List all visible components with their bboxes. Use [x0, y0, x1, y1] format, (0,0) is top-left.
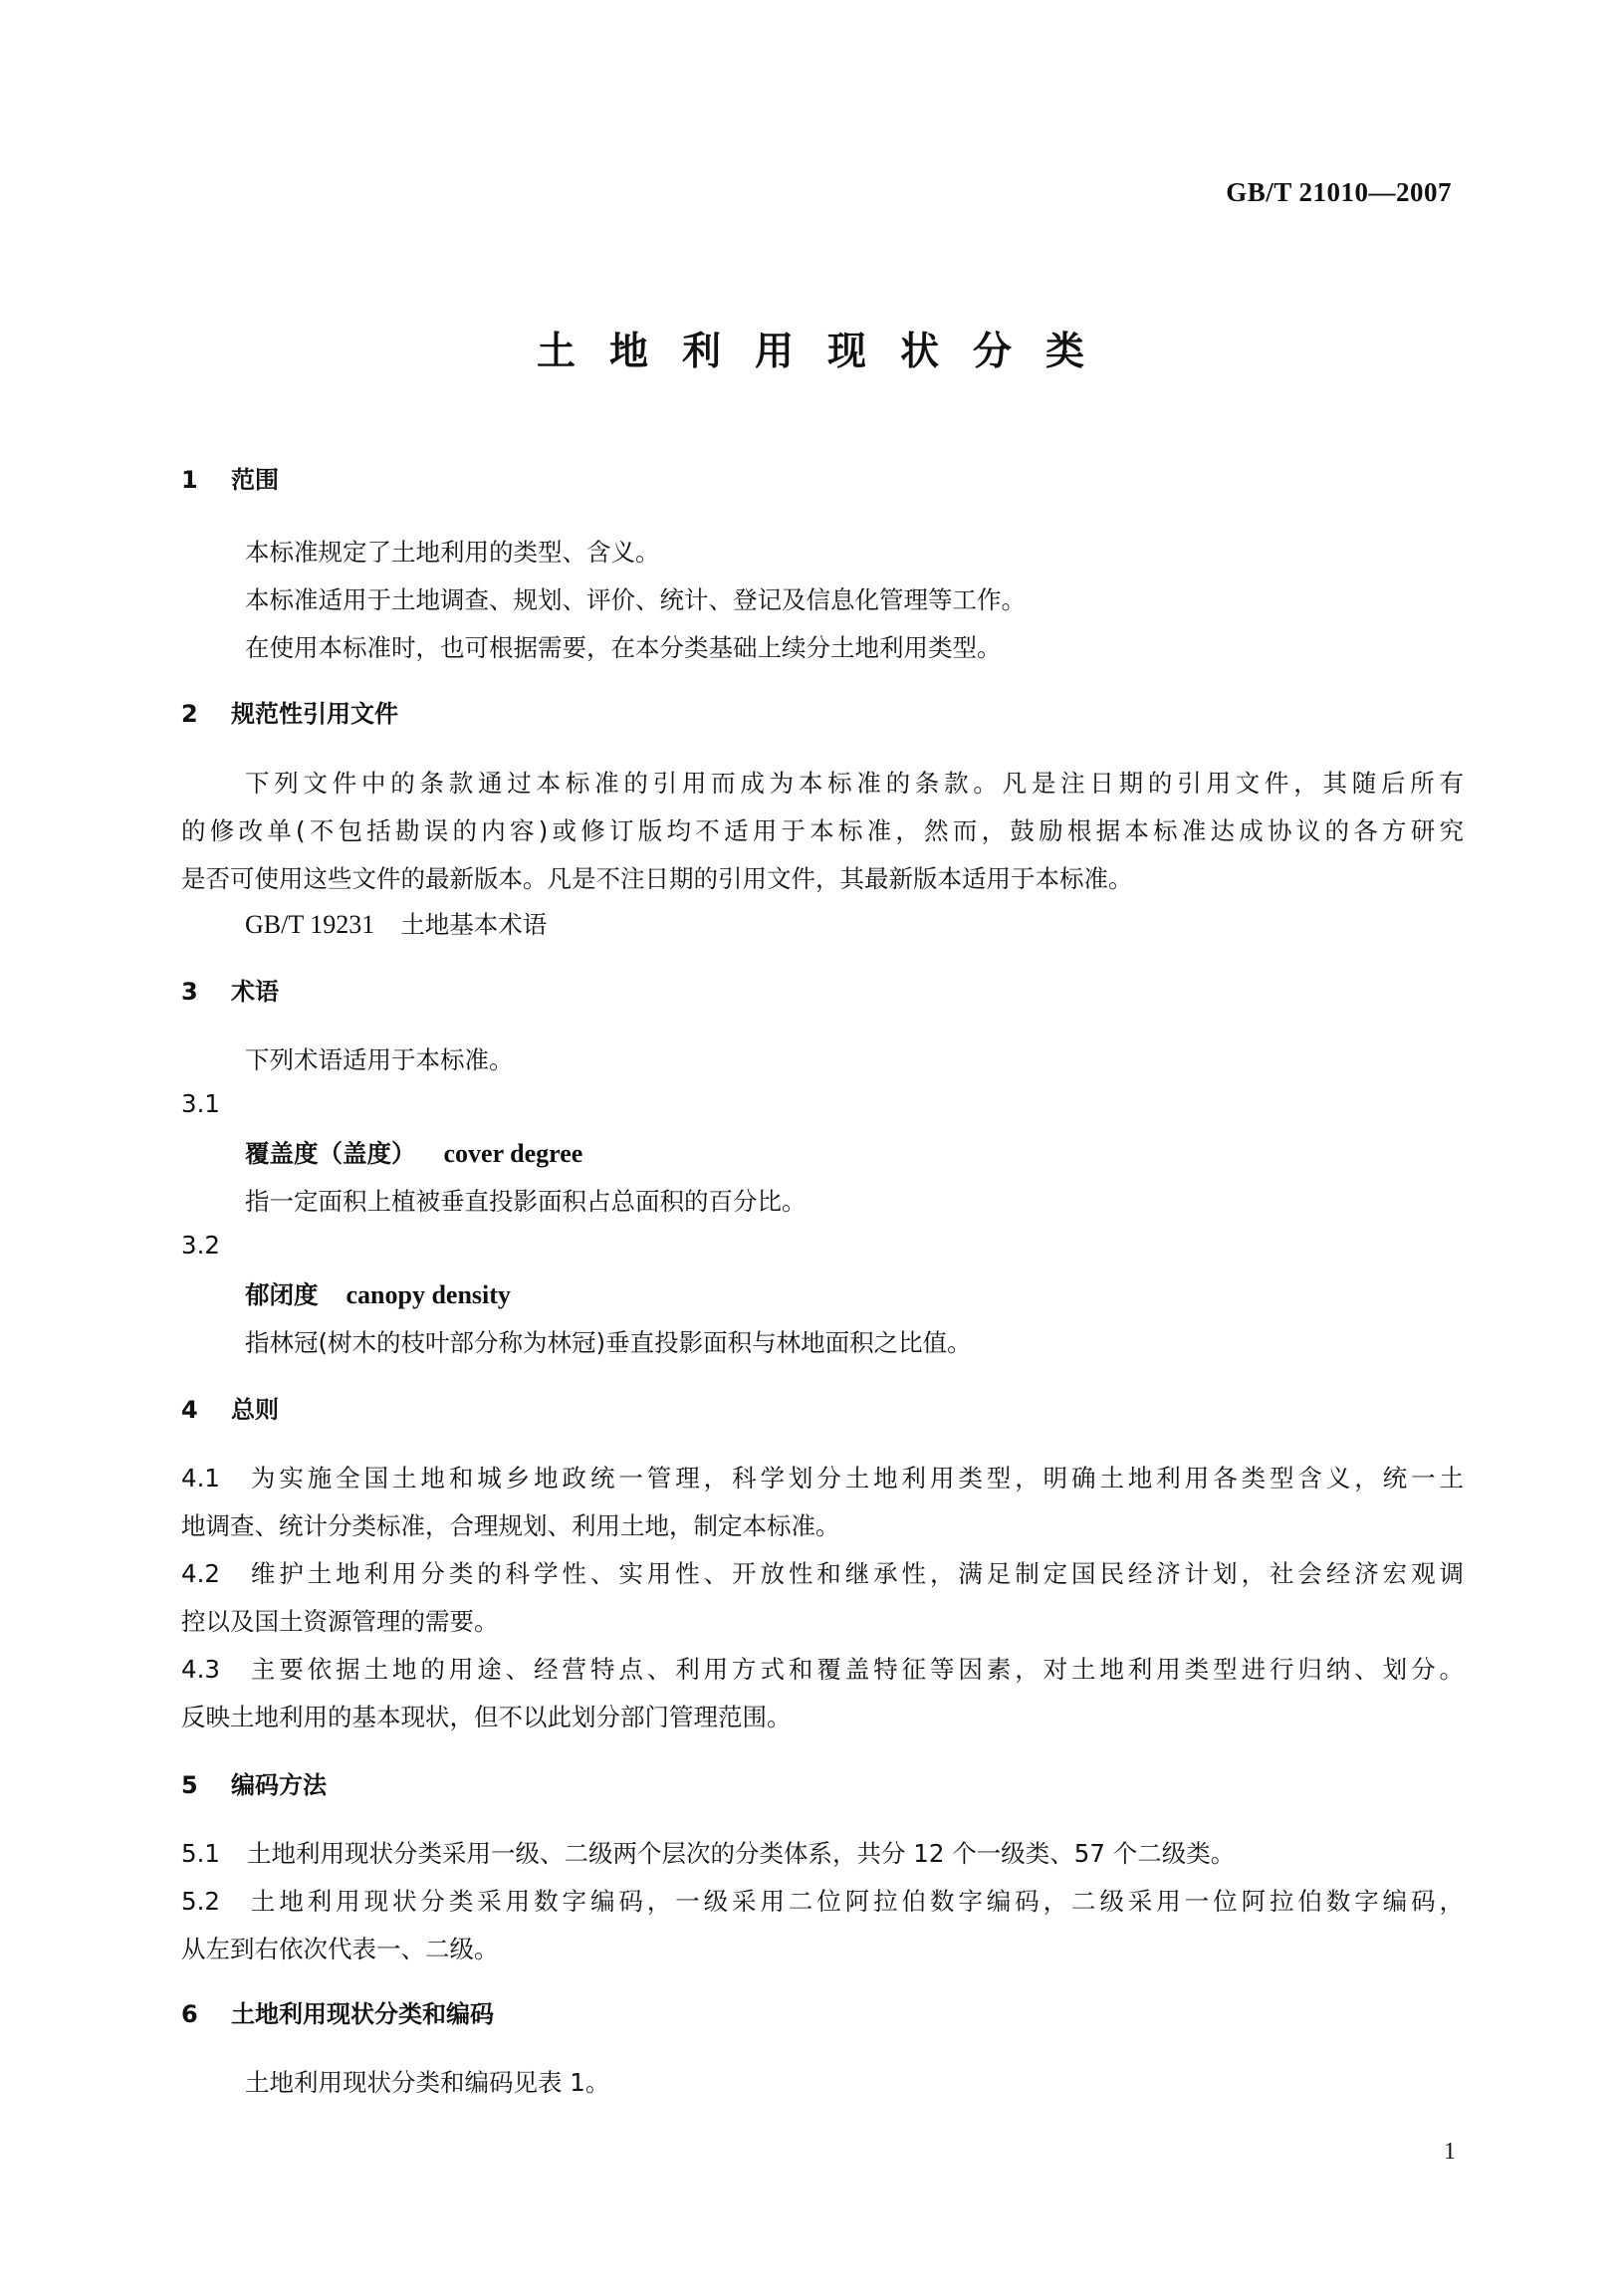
- document-title: 土地利用现状分类: [536, 330, 1118, 374]
- reference-title: 土地基本术语: [400, 910, 548, 939]
- clause-text: 主要依据土地的用途、经营特点、利用方式和覆盖特征等因素，对土地利用类型进行归纳、划分。: [247, 1655, 1464, 1684]
- clause-4-3: [181, 1651, 1464, 1686]
- section-1-heading: [181, 460, 279, 495]
- paragraph: 土地利用现状分类和编码见表 1。: [245, 2068, 610, 2097]
- term-zh: 覆盖度（盖度）: [245, 1139, 416, 1168]
- paragraph: 本标准适用于土地调查、规划、评价、统计、登记及信息化管理等工作。: [245, 585, 1026, 614]
- clause-text: 为实施全国土地和城乡地政统一管理，科学划分土地利用类型，明确土地利用各类型含义，统一土: [247, 1464, 1464, 1492]
- term-number: 3.1: [181, 1089, 220, 1118]
- normative-reference: [245, 906, 547, 941]
- section-title: 术语: [231, 978, 279, 1006]
- section-3-heading: [181, 972, 279, 1007]
- section-number: 4: [181, 1396, 198, 1424]
- clause-continuation: 从左到右依次代表一、二级。: [181, 1935, 499, 1963]
- paragraph: 本标准规定了土地利用的类型、含义。: [245, 538, 660, 567]
- section-title: 规范性引用文件: [231, 700, 398, 728]
- term-definition: 指林冠(树木的枝叶部分称为林冠)垂直投影面积与林地面积之比值。: [245, 1328, 972, 1357]
- paragraph-line: 下列文件中的条款通过本标准的引用而成为本标准的条款。凡是注日期的引用文件，其随后所有: [245, 769, 1464, 798]
- section-number: 5: [181, 1771, 198, 1799]
- section-number: 1: [181, 466, 198, 494]
- paragraph-line: 的修改单(不包括勘误的内容)或修订版均不适用于本标准，然而，鼓励根据本标准达成协议的各方研究: [181, 816, 1464, 845]
- paragraph-line: 是否可使用这些文件的最新版本。凡是不注日期的引用文件，其最新版本适用于本标准。: [181, 864, 1133, 893]
- clause-4-1: [181, 1460, 1464, 1494]
- clause-text: 维护土地利用分类的科学性、实用性、开放性和继承性，满足制定国民经济计划，社会经济宏观调: [247, 1559, 1464, 1588]
- page-number: 1: [1444, 2139, 1456, 2165]
- clause-number: 4.2: [181, 1559, 220, 1588]
- section-title: 总则: [231, 1396, 279, 1424]
- section-5-heading: [181, 1765, 327, 1800]
- term-heading: [245, 1276, 511, 1311]
- section-4-heading: [181, 1390, 279, 1425]
- term-heading: [245, 1135, 582, 1170]
- clause-text: 土地利用现状分类采用一级、二级两个层次的分类体系，共分 12 个一级类、57 个二级类。: [247, 1839, 1236, 1868]
- clause-continuation: 控以及国土资源管理的需要。: [181, 1607, 499, 1636]
- clause-4-2: [181, 1555, 1464, 1590]
- clause-continuation: 反映土地利用的基本现状，但不以此划分部门管理范围。: [181, 1703, 792, 1731]
- paragraph: 下列术语适用于本标准。: [245, 1045, 514, 1074]
- section-title: 编码方法: [231, 1771, 327, 1799]
- term-definition: 指一定面积上植被垂直投影面积占总面积的百分比。: [245, 1187, 807, 1216]
- section-number: 6: [181, 2000, 198, 2028]
- clause-number: 5.2: [181, 1887, 220, 1916]
- clause-number: 4.1: [181, 1464, 220, 1492]
- section-number: 2: [181, 700, 198, 728]
- clause-number: 5.1: [181, 1839, 220, 1868]
- section-title: 土地利用现状分类和编码: [231, 2000, 494, 2028]
- section-2-heading: [181, 694, 398, 729]
- term-en: canopy density: [346, 1280, 511, 1309]
- clause-continuation: 地调查、统计分类标准，合理规划、利用土地，制定本标准。: [181, 1511, 840, 1540]
- standard-code: GB/T 21010—2007: [1226, 177, 1452, 207]
- term-en: cover degree: [443, 1139, 583, 1168]
- clause-number: 4.3: [181, 1655, 220, 1684]
- clause-5-1: [181, 1835, 1235, 1870]
- clause-text: 土地利用现状分类采用数字编码，一级采用二位阿拉伯数字编码，二级采用一位阿拉伯数字编码，: [247, 1887, 1464, 1916]
- section-title: 范围: [231, 466, 279, 494]
- section-6-heading: [181, 1994, 494, 2029]
- paragraph: 在使用本标准时，也可根据需要，在本分类基础上续分土地利用类型。: [245, 633, 1002, 662]
- section-number: 3: [181, 978, 198, 1006]
- term-zh: 郁闭度: [245, 1280, 319, 1309]
- clause-5-2: [181, 1883, 1464, 1918]
- reference-code: GB/T 19231: [245, 910, 375, 939]
- term-number: 3.2: [181, 1231, 220, 1260]
